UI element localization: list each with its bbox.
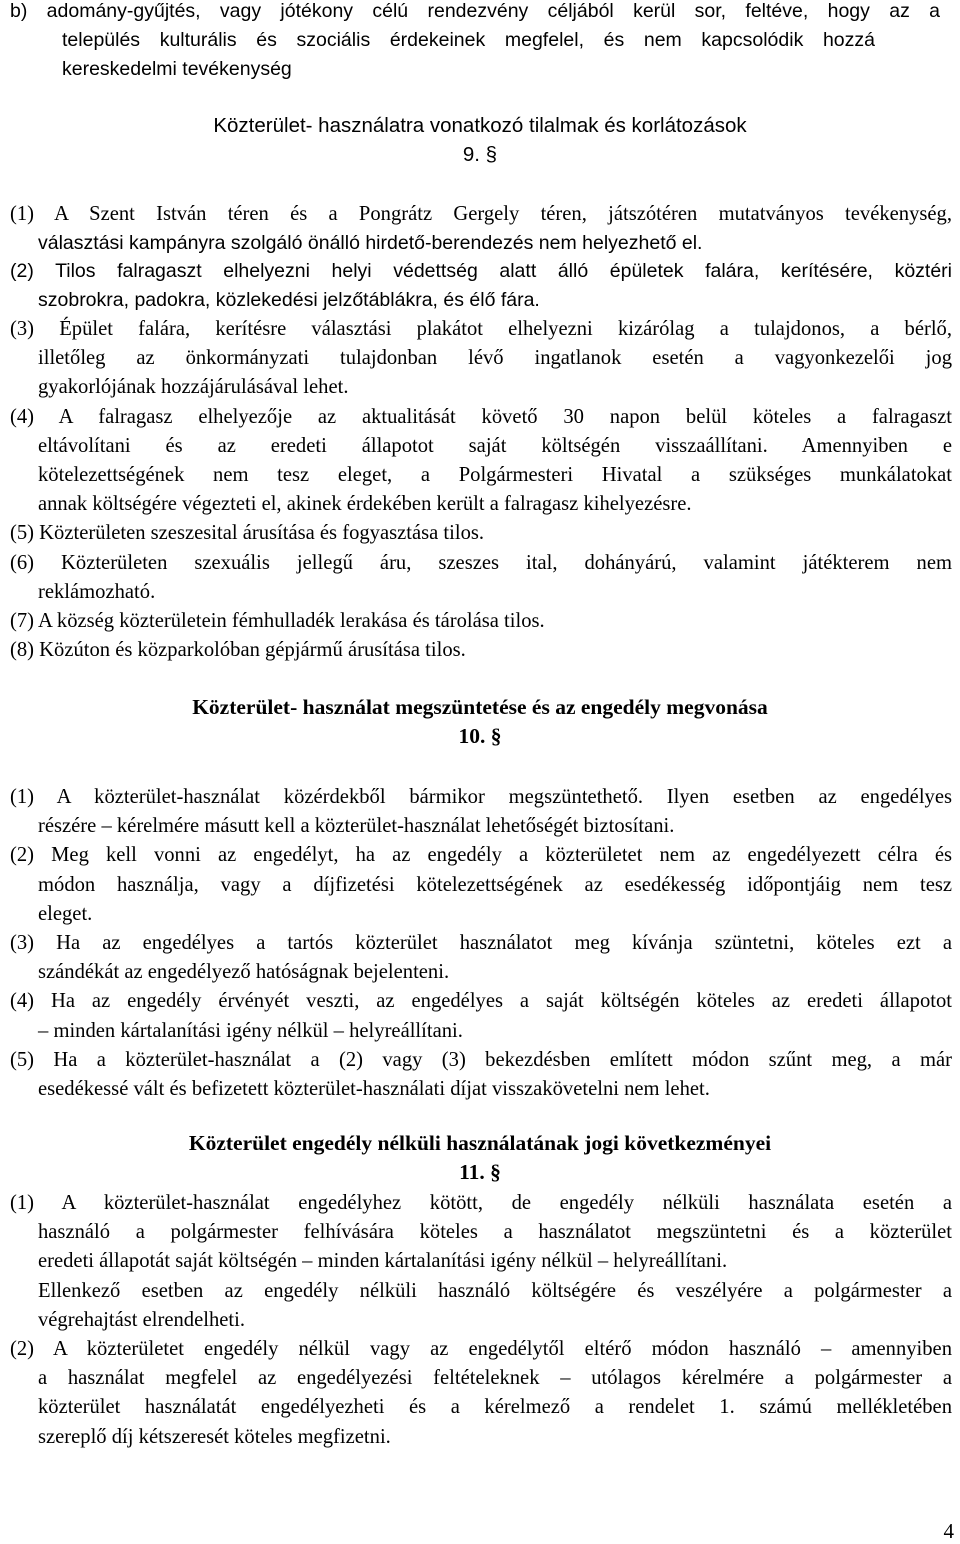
intro-paragraph — [0, 0, 960, 85]
text-line: kötelezettségének nem tesz eleget, a Polgármesteri Hivatal a szükséges munkálatokat — [38, 463, 952, 486]
text-line: közterület használatát engedélyezheti és a kérelmező a rendelet 1. számú mellékletében — [38, 1396, 952, 1419]
section-11-title: Közterület engedély nélküli használatának jogi következményei — [188, 1131, 772, 1155]
text-line: eltávolítani és az eredeti állapotot saját költségén visszaállítani. Amennyiben e — [38, 434, 952, 457]
section-9-paragraphs-3-8 — [0, 315, 960, 665]
text-line: (1) A Szent István téren és a Pongrátz Gergely téren, játszótéren mutatványos tevékenység, — [10, 203, 952, 225]
page-number: 4 — [943, 1519, 954, 1543]
text-line: a használat megfelel az engedélyezési feltételeknek – utólagos kérelmére a polgármester a — [38, 1367, 952, 1390]
text-line: annak költségére végezteti el, akinek érdekében került a falragasz kihelyezésre. — [38, 493, 692, 516]
section-10-title: Közterület- használat megszüntetése és az engedély megvonása — [192, 695, 768, 719]
text-line: (3) Ha az engedélyes a tartós közterület használatot meg kívánja szüntetni, köteles ezt a — [10, 931, 952, 954]
text-line: részére – kérelmére másutt kell a közterület-használat lehetőségét biztosítani. — [38, 815, 675, 838]
section-10-paragraphs — [0, 783, 960, 1104]
text-line: (2) Meg kell vonni az engedélyt, ha az engedély a közterületet nem az engedélyezett célra és — [10, 844, 952, 867]
text-line: szobrokra, padokra, közlekedési jelzőtáblákra, és élő fára. — [38, 289, 540, 312]
text-line: (2) Tilos falragaszt elhelyezni helyi védettség alatt álló épületek falára, kerítésére, köztéri — [10, 260, 952, 282]
text-line: szándékát az engedélyező hatóságnak bejelenteni. — [38, 961, 450, 984]
text-line: (5) Ha a közterület-használat a (2) vagy (3) bekezdésben említett módon szűnt meg, a már — [10, 1048, 952, 1071]
section-11-paragraphs — [0, 1189, 960, 1452]
text-line: (2) A közterületet engedély nélkül vagy az engedélytől eltérő módon használó – amennyiben — [10, 1337, 952, 1360]
text-line: eleget. — [38, 902, 93, 925]
text-line: reklámozható. — [38, 580, 156, 603]
text-line: illetőleg az önkormányzati tulajdonban lévő ingatlanok esetén a vagyonkezelői jog — [38, 347, 952, 370]
text-line: – minden kártalanítási igény nélkül – helyreállítani. — [38, 1019, 463, 1042]
text-line: (6) Közterületen szexuális jellegű áru, szeszes ital, dohányárú, valamint játékterem nem — [10, 551, 952, 574]
text-line: Ellenkező esetben az engedély nélküli használó költségére és veszélyére a polgármester a — [38, 1279, 952, 1302]
text-line: (3) Épület falára, kerítésre választási plakátot elhelyezni kizárólag a tulajdonos, a bérlő, — [10, 318, 952, 340]
text-line: (1) A közterület-használat engedélyhez kötött, de engedély nélküli használata esetén a — [10, 1192, 952, 1214]
text-line: (1) A közterület-használat közérdekből bármikor megszüntethető. Ilyen esetben az engedélyes — [10, 786, 952, 808]
text-line: választási kampányra szolgáló önálló hirdető-berendezés nem helyezhető el. — [38, 232, 703, 255]
text-line: (4) Ha az engedély érvényét veszti, az engedélyes a saját költségén köteles az eredeti állapotot — [10, 990, 952, 1013]
section-9-paragraph-2 — [0, 257, 960, 315]
section-11-number: 11. § — [459, 1160, 501, 1184]
text-line: (4) A falragasz elhelyezője az aktualitását követő 30 napon belül köteles a falragaszt — [10, 405, 952, 428]
text-line: település kulturális és szociális érdekeinek megfelel, és nem kapcsolódik hozzá — [62, 29, 875, 52]
text-line: végrehajtást elrendelheti. — [38, 1308, 245, 1331]
text-line: esedékessé vált és befizetett közterület-használati díjat visszakövetelni nem lehet. — [38, 1077, 710, 1100]
text-line: (8) Közúton és közparkolóban gépjármű árusítása tilos. — [10, 639, 466, 662]
text-line: (7) A község közterületein fémhulladék lerakása és tárolása tilos. — [10, 609, 545, 632]
text-line: szereplő díj kétszeresét köteles megfizetni. — [38, 1425, 391, 1448]
text-line: kereskedelmi tevékenység — [62, 58, 292, 81]
text-line: gyakorlójának hozzájárulásával lehet. — [38, 376, 349, 399]
text-line: b) adomány-gyűjtés, vagy jótékony célú rendezvény céljából kerül sor, feltéve, hogy az a — [10, 0, 940, 22]
text-line: módon használja, vagy a díjfizetési kötelezettségének az esedékesség időpontjáig nem tesz — [38, 873, 952, 896]
section-9-title: Közterület- használatra vonatkozó tilalmak és korlátozások — [213, 114, 747, 137]
section-9-paragraph-1 — [0, 200, 960, 258]
text-line: használó a polgármester felhívására köteles a használatot megszüntetni és a közterület — [38, 1221, 952, 1244]
section-9-number: 9. § — [462, 143, 498, 166]
section-10-number: 10. § — [458, 724, 502, 748]
text-line: eredeti állapotát saját költségén – minden kártalanítási igény nélkül – helyreállítani. — [38, 1250, 728, 1273]
text-line: (5) Közterületen szeszesital árusítása és fogyasztása tilos. — [10, 522, 485, 545]
